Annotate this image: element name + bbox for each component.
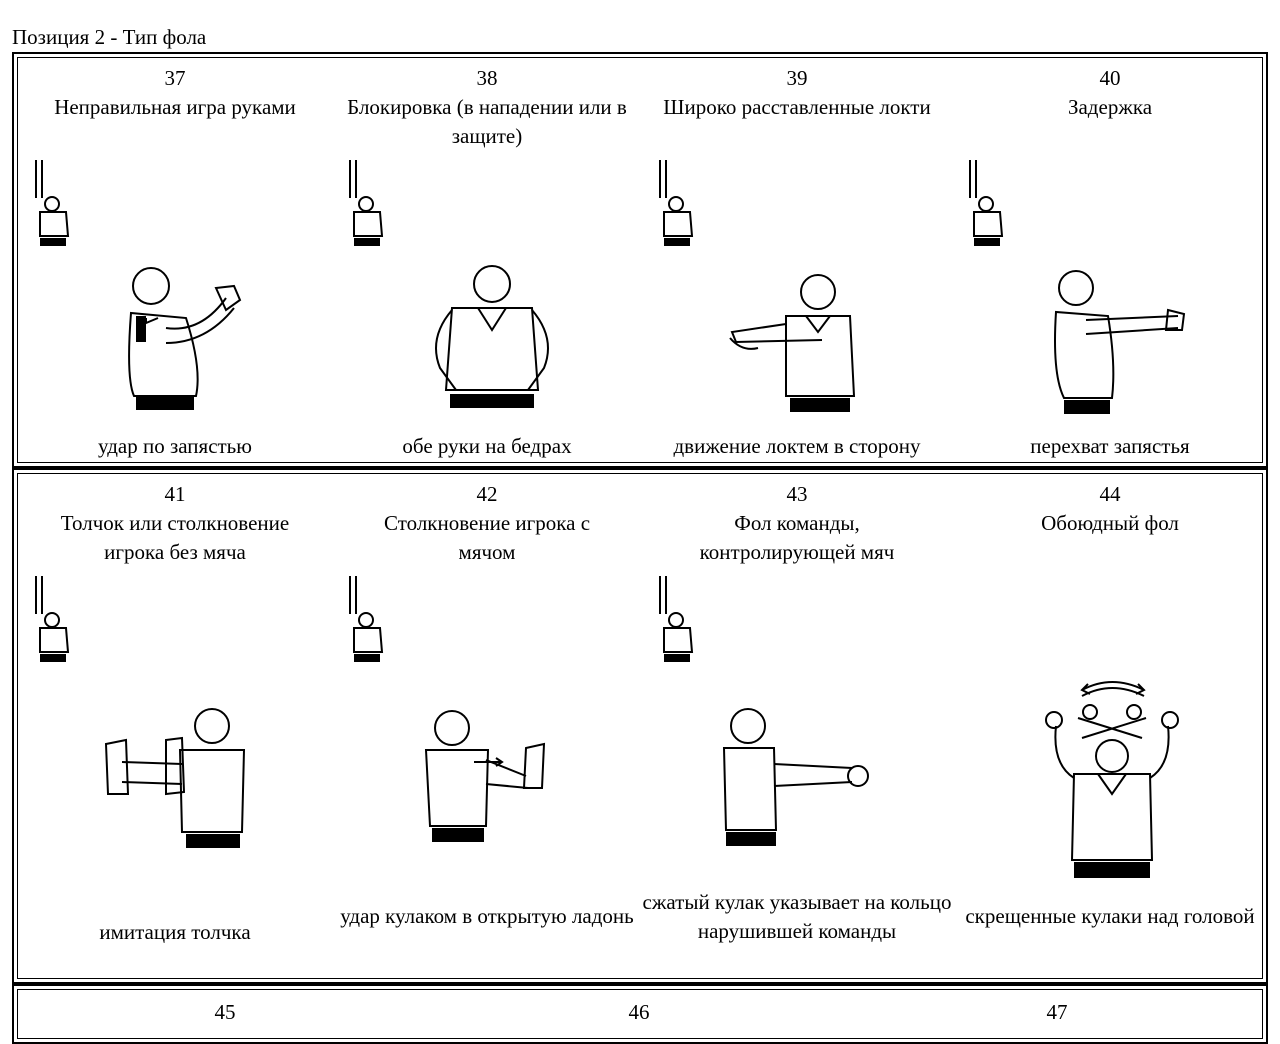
- signal-number: 39: [786, 66, 808, 90]
- signal-title: Толчок или столкновение игрока без мяча: [60, 511, 290, 564]
- signal-title: Фол команды, контролирующей мяч: [699, 511, 895, 564]
- signal-number: 38: [476, 66, 498, 90]
- referee-wrist-grab-figure: [1038, 264, 1188, 420]
- signal-title: Широко расставленные локти: [663, 95, 931, 119]
- signal-number: 43: [786, 482, 808, 506]
- signal-number: 40: [1099, 66, 1121, 90]
- signal-cell-45: [18, 990, 432, 1038]
- referee-push-figure: [102, 704, 252, 854]
- raised-arm-icon: [346, 574, 388, 666]
- referee-wrist-strike-figure: [106, 258, 246, 418]
- raised-arm-icon: [32, 574, 74, 666]
- page-title: Позиция 2 - Тип фола: [12, 25, 207, 49]
- signal-title: Неправильная игра руками: [54, 95, 296, 119]
- signal-row-3: [12, 984, 1268, 1044]
- signal-row-2: [12, 468, 1268, 984]
- raised-arm-icon: [32, 158, 74, 250]
- signal-title: Столкновение игрока с мячом: [383, 511, 591, 564]
- signal-title: Задержка: [1067, 95, 1153, 119]
- signal-description: скрещенные кулаки над головой: [965, 904, 1255, 928]
- signal-cell-39: [642, 58, 952, 462]
- signal-cell-40: [952, 58, 1268, 462]
- signal-number: 41: [164, 482, 186, 506]
- signal-number: 42: [476, 482, 498, 506]
- signal-number: 45: [214, 1000, 236, 1024]
- signal-title: Обоюдный фол: [1041, 511, 1179, 535]
- signal-cell-43: [642, 474, 952, 978]
- signal-number: 47: [1046, 1000, 1068, 1024]
- signal-title: Блокировка (в нападении или в защите): [347, 95, 627, 148]
- raised-arm-icon: [346, 158, 388, 250]
- signal-cell-47: [846, 990, 1268, 1038]
- signal-row-1: [12, 52, 1268, 468]
- signal-description: удар кулаком в открытую ладонь: [340, 904, 634, 928]
- signal-description: удар по запястью: [98, 434, 252, 458]
- signal-cell-41: [18, 474, 332, 978]
- signal-number: 44: [1099, 482, 1121, 506]
- signal-number: 37: [164, 66, 186, 90]
- raised-arm-icon: [656, 574, 698, 666]
- signal-cell-42: [332, 474, 642, 978]
- signal-description: сжатый кулак указывает на кольцо нарушившей команды: [642, 890, 952, 943]
- signal-cell-38: [332, 58, 642, 462]
- signal-description: обе руки на бедрах: [402, 434, 572, 458]
- referee-hands-on-hips-figure: [422, 258, 562, 418]
- referee-elbow-swing-figure: [722, 268, 872, 418]
- raised-arm-icon: [656, 158, 698, 250]
- referee-fist-palm-figure: [416, 708, 556, 854]
- signal-description: движение локтем в сторону: [673, 434, 921, 458]
- referee-crossed-fists-figure: [1032, 674, 1192, 884]
- signal-cell-37: [18, 58, 332, 462]
- signal-cell-46: [432, 990, 846, 1038]
- signal-number: 46: [628, 1000, 650, 1024]
- signal-description: перехват запястья: [1030, 434, 1190, 458]
- signal-description: имитация толчка: [99, 920, 251, 944]
- raised-arm-icon: [966, 158, 1008, 250]
- referee-fist-point-figure: [712, 706, 872, 856]
- signal-cell-44: [952, 474, 1268, 978]
